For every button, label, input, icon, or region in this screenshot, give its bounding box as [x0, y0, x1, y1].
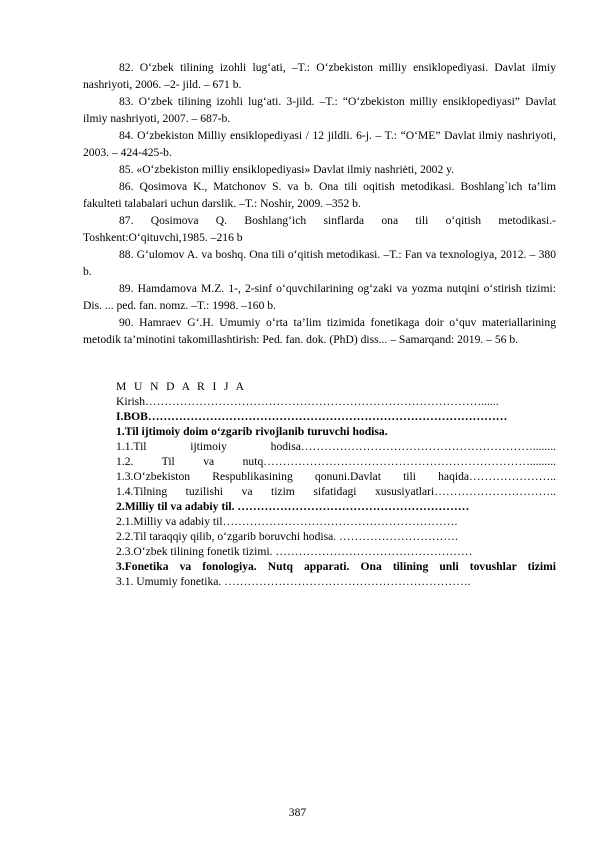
reference-list — [83, 59, 556, 348]
toc-item-1-2: 1.2. Til va nutq……………………………………………………………......... — [116, 455, 556, 468]
reference-85: 85. «O‘zbekiston milliy ensiklopediyasi» Davlat ilmiy nashriėti, 2002 y. — [119, 163, 455, 176]
reference-87: 87. Qosimova Q. Boshlang‘ich sinflarda ona tili o‘qitish metodikasi.- Toshkent:O‘qituvchi,1985. –216 b — [83, 214, 556, 244]
reference-88: 88. G‘ulomov A. va boshq. Ona tili o‘qitish metodikasi. –T.: Fan va texnologiya, 2012. – 380 b. — [83, 248, 556, 278]
toc-title: M U N D A R I J A — [116, 380, 247, 393]
toc-section-3: 3.Fonetika va fonologiya. Nutq apparati. Ona tilining unli tovushlar tizimi — [116, 560, 556, 573]
page-number: 387 — [288, 806, 307, 819]
reference-90: 90. Hamraev G‘.H. Umumiy o‘rta ta’lim tizimida fonetikaga doir o‘quv materiallarining metodik ta’minotini takomillashtirish: Ped. fan. dok. (PhD) diss... – Samarqand: 2019. – 56 b. — [83, 316, 556, 346]
toc-item-1-3: 1.3.O‘zbekiston Respublikasining qonuni.Davlat tili haqida………………….. — [116, 470, 556, 483]
reference-89: 89. Hamdamova M.Z. 1-, 2-sinf o‘quvchilarining og‘zaki va yozma nutqini o‘stirish tizimi: Dis. ... ped. fan. nomz. –T.: 1998. –160 b. — [83, 282, 556, 312]
reference-86: 86. Qosimova K., Matchonov S. va b. Ona tili oqitish metodikasi. Boshlang`ich ta’lim fakulteti talabalari uchun darslik. –T.: Noshir, 2009. –352 b. — [83, 180, 556, 210]
toc-item-2-1: 2.1.Milliy va adabiy til……………………………………………………. — [116, 515, 458, 528]
toc-item-3-1: 3.1. Umumiy fonetika. ………………………………………………………. — [116, 575, 471, 588]
reference-84: 84. O‘zbekiston Milliy ensiklopediyasi / 12 jildli. 6-j. – T.: “O‘ME” Davlat ilmiy nashriyoti, 2003. – 424-425-b. — [83, 129, 556, 159]
toc-chapter-1: I.BOB………………………………………………………………………………… — [116, 410, 508, 423]
toc-section-1: 1.Til ijtimoiy doim o‘zgarib rivojlanib turuvchi hodisa. — [116, 425, 388, 438]
toc-section-2: 2.Milliy til va adabiy til. …………………………………………………… — [116, 500, 470, 513]
reference-83: 83. O‘zbek tilining izohli lug‘ati. 3-jild. –T.: “O‘zbekiston milliy ensiklopediyasi” Davlat ilmiy nashriyoti, 2007. – 687-b. — [83, 95, 556, 125]
toc-item-1-4: 1.4.Tilning tuzilishi va tizim sifatidagi xususiyatlari………………………….. — [116, 485, 556, 498]
toc-item-2-2: 2.2.Til taraqqiy qilib, o‘zgarib boruvchi hodisa. …………………………. — [116, 530, 458, 543]
toc-item-2-3: 2.3.O‘zbek tilining fonetik tizimi. …………………………………………… — [116, 545, 473, 558]
table-of-contents — [116, 379, 556, 589]
reference-82: 82. O‘zbek tilining izohli lug‘ati, –T.: O‘zbekiston milliy ensiklopediyasi. Davlat ilmiy nashriyoti, 2006. –2- jild. – 671 b. — [83, 61, 556, 91]
toc-intro: Kirish……………………………………………………………………………...... — [116, 395, 499, 408]
toc-item-1-1: 1.1.Til ijtimoiy hodisa……………………………………………………........ — [116, 440, 556, 453]
